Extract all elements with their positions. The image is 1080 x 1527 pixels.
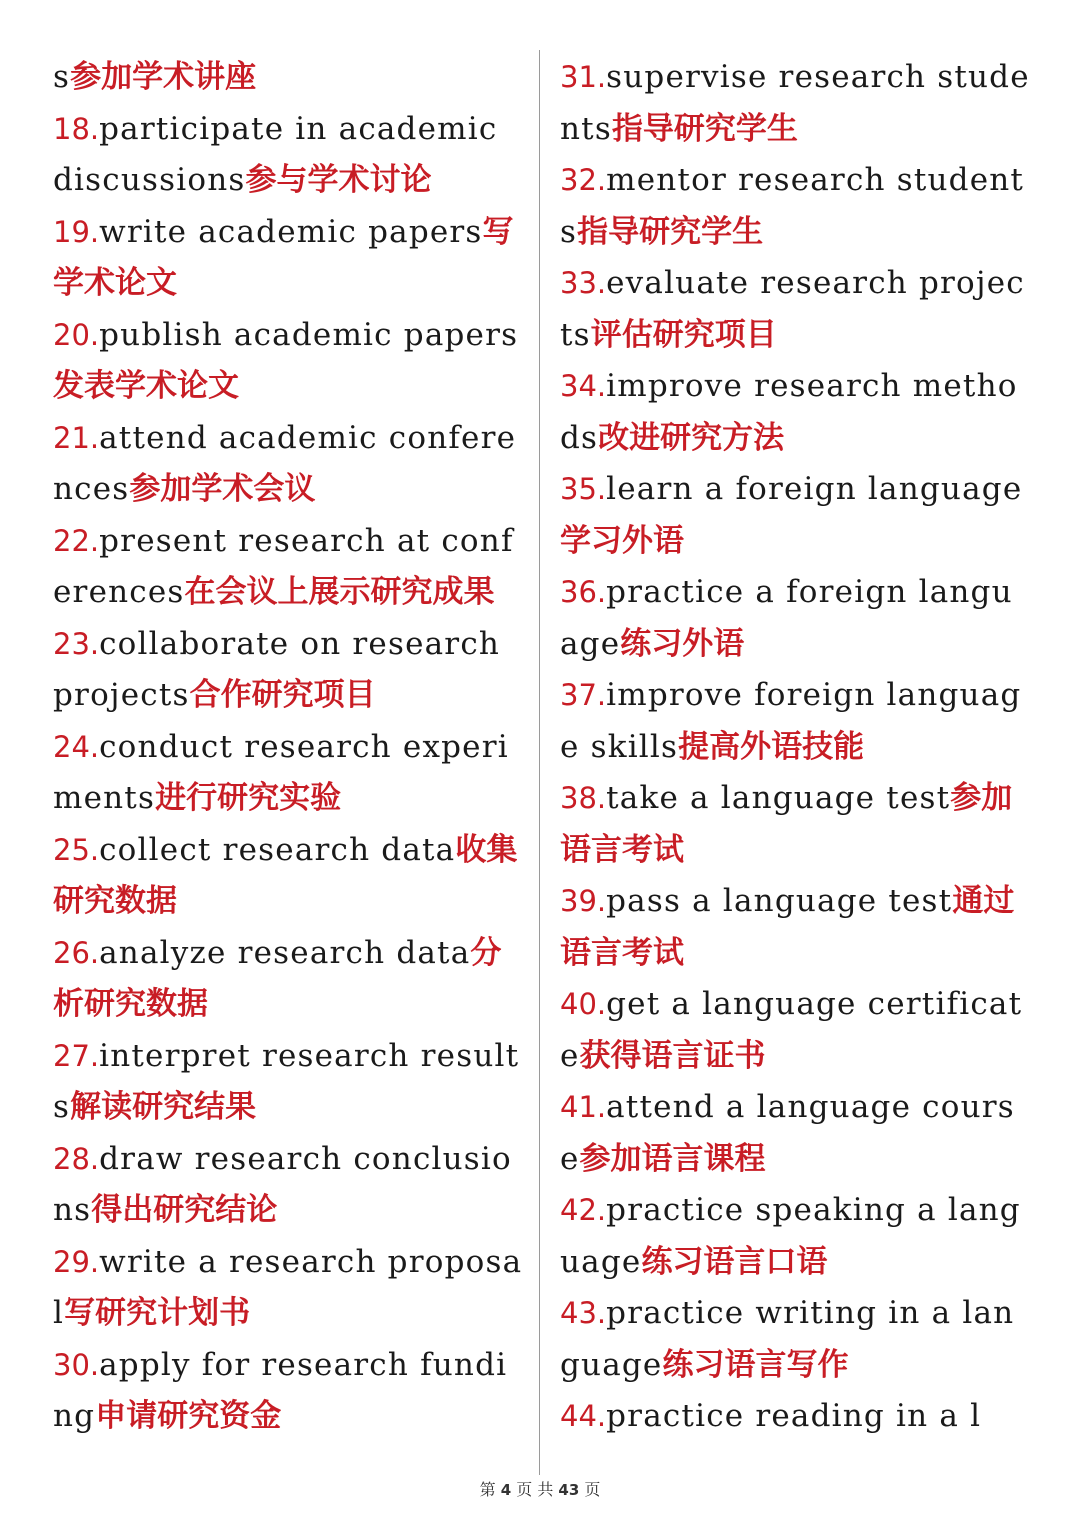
phrase-entry: [560, 1391, 1030, 1443]
entry-english: mentor research students: [560, 162, 1025, 250]
phrase-entry: [53, 1134, 523, 1237]
entry-english: s: [53, 59, 71, 95]
entry-chinese: 解读研究结果: [70, 1089, 257, 1125]
phrase-entry: [53, 1340, 523, 1443]
left-column: [53, 52, 523, 1443]
phrase-entry: [53, 207, 523, 310]
entry-chinese: 在会议上展示研究成果: [184, 574, 495, 610]
entry-chinese: 提高外语技能: [678, 728, 865, 765]
phrase-entry: [560, 670, 1030, 773]
right-column: [560, 52, 1030, 1443]
entry-english: write a research proposal: [53, 1243, 523, 1331]
entry-number: 20.: [53, 317, 100, 352]
phrase-entry: [53, 310, 523, 413]
entry-english: supervise research students: [560, 59, 1030, 147]
entry-english: evaluate research projects: [560, 265, 1025, 353]
entry-number: 22.: [53, 523, 100, 558]
entry-number: 39.: [560, 884, 607, 918]
phrase-entry: [53, 619, 523, 722]
phrase-entry: [560, 876, 1030, 979]
entry-number: 44.: [560, 1399, 607, 1433]
entry-number: 33.: [560, 266, 607, 300]
entry-number: 42.: [560, 1193, 607, 1227]
entry-number: 32.: [560, 163, 607, 197]
entry-chinese: 分析研究数据: [53, 934, 502, 1022]
entry-english: collaborate on research projects: [53, 625, 501, 713]
entry-chinese: 收集研究数据: [53, 831, 518, 919]
entry-english: write academic papers: [99, 213, 483, 250]
entry-chinese: 参加语言考试: [560, 780, 1013, 868]
entry-english: attend a language course: [560, 1089, 1015, 1177]
entry-english: collect research data: [99, 831, 456, 868]
phrase-entry: [560, 464, 1030, 567]
entry-english: conduct research experiments: [53, 728, 509, 816]
phrase-entry: [560, 258, 1030, 361]
entry-chinese: 发表学术论文: [53, 368, 239, 404]
entry-number: 29.: [53, 1244, 100, 1279]
entry-number: 35.: [560, 472, 607, 506]
phrase-entry: [53, 928, 523, 1031]
phrase-entry: [560, 1082, 1030, 1185]
entry-chinese: 通过语言考试: [560, 883, 1015, 971]
entry-number: 26.: [53, 935, 100, 970]
entry-english: practice reading in a l: [606, 1398, 982, 1434]
footer-page-number: 4: [500, 1481, 512, 1499]
entry-number: 37.: [560, 678, 607, 712]
entry-english: pass a language test: [606, 883, 953, 919]
phrase-entry: [53, 52, 523, 104]
phrase-entry: [53, 1031, 523, 1134]
footer-middle: 页 共: [516, 1480, 554, 1499]
entry-chinese: 指导研究学生: [577, 213, 764, 250]
entry-english: interpret research results: [53, 1037, 520, 1125]
entry-english: apply for research funding: [53, 1346, 508, 1434]
entry-number: 40.: [560, 987, 607, 1021]
phrase-entry: [560, 773, 1030, 876]
phrase-entry: [53, 825, 523, 928]
column-divider: [539, 50, 540, 1475]
phrase-entry: [560, 979, 1030, 1082]
phrase-entry: [53, 104, 523, 207]
page-footer: [0, 1477, 1080, 1500]
entry-number: 23.: [53, 626, 100, 661]
phrase-entry: [560, 361, 1030, 464]
entry-chinese: 写学术论文: [53, 213, 514, 301]
phrase-entry: [560, 52, 1030, 155]
entry-number: 24.: [53, 729, 100, 764]
entry-english: learn a foreign language: [606, 471, 1023, 507]
entry-chinese: 练习语言写作: [662, 1346, 849, 1383]
footer-prefix: 第: [479, 1480, 496, 1499]
phrase-entry: [560, 1185, 1030, 1288]
entry-english: publish academic papers: [99, 316, 519, 353]
entry-english: practice speaking a language: [560, 1192, 1021, 1280]
entry-chinese: 申请研究资金: [95, 1398, 282, 1434]
entry-number: 25.: [53, 832, 100, 867]
phrase-entry: [560, 155, 1030, 258]
entry-chinese: 参加学术会议: [129, 471, 316, 507]
entry-english: take a language test: [606, 780, 951, 816]
entry-english: practice writing in a language: [560, 1295, 1015, 1383]
entry-number: 43.: [560, 1296, 607, 1330]
entry-chinese: 评估研究项目: [590, 316, 777, 353]
entry-english: analyze research data: [99, 934, 471, 971]
entry-chinese: 学习外语: [560, 522, 684, 559]
entry-chinese: 练习语言口语: [641, 1243, 828, 1280]
entry-english: get a language certificate: [560, 986, 1023, 1074]
entry-number: 38.: [560, 781, 607, 815]
entry-number: 21.: [53, 420, 100, 455]
entry-number: 31.: [560, 60, 607, 94]
entry-english: improve research methods: [560, 368, 1018, 456]
entry-chinese: 练习外语: [620, 625, 745, 662]
phrase-entry: [53, 516, 523, 619]
entry-english: participate in academic discussions: [53, 110, 498, 198]
phrase-entry: [53, 1237, 523, 1340]
phrase-entry: [560, 1288, 1030, 1391]
entry-chinese: 参与学术讨论: [245, 162, 432, 198]
entry-english: improve foreign language skills: [560, 677, 1022, 765]
entry-english: practice a foreign language: [560, 574, 1013, 662]
entry-english: present research at conferences: [53, 522, 514, 610]
entry-english: attend academic conferences: [53, 419, 517, 507]
footer-total-pages: 43: [558, 1481, 580, 1499]
entry-chinese: 得出研究结论: [91, 1192, 278, 1228]
entry-number: 18.: [53, 111, 100, 146]
footer-suffix: 页: [584, 1480, 601, 1499]
entry-chinese: 写研究计划书: [64, 1295, 251, 1331]
entry-chinese: 合作研究项目: [189, 677, 376, 713]
entry-english: draw research conclusions: [53, 1140, 512, 1228]
entry-chinese: 参加学术讲座: [70, 59, 257, 95]
entry-number: 30.: [53, 1347, 100, 1382]
entry-number: 27.: [53, 1038, 100, 1073]
phrase-entry: [53, 413, 523, 516]
entry-chinese: 参加语言课程: [579, 1140, 766, 1177]
entry-number: 28.: [53, 1141, 100, 1176]
phrase-entry: [560, 567, 1030, 670]
entry-number: 41.: [560, 1090, 607, 1124]
entry-chinese: 获得语言证书: [579, 1037, 766, 1074]
entry-number: 34.: [560, 369, 607, 403]
entry-chinese: 改进研究方法: [598, 419, 785, 456]
entry-number: 19.: [53, 214, 100, 249]
phrase-entry: [53, 722, 523, 825]
entry-chinese: 进行研究实验: [155, 780, 342, 816]
entry-number: 36.: [560, 575, 607, 609]
entry-chinese: 指导研究学生: [611, 110, 798, 147]
